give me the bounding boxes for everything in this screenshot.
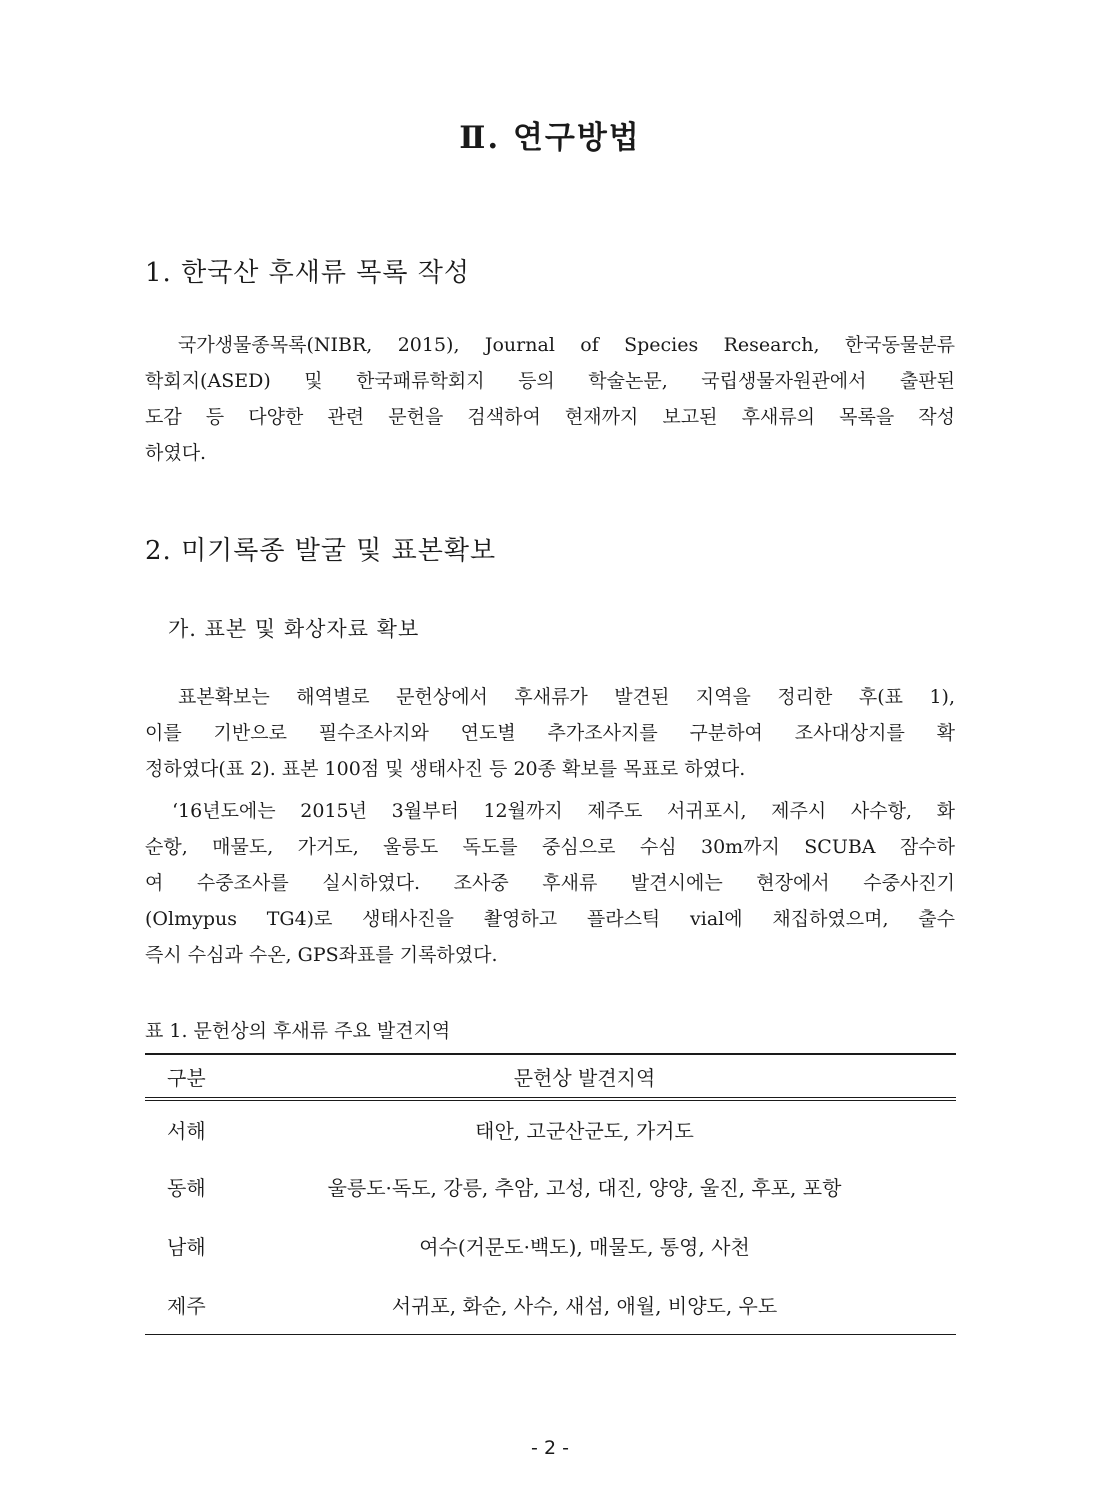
paragraph-line: 국가생물종목록(NIBR, 2015), Journal of Species Research, 한국동물분류 <box>178 334 955 356</box>
table-cell: 태안, 고군산군도, 가거도 <box>475 1118 694 1143</box>
paragraph-line: 여 수중조사를 실시하였다. 조사중 후새류 발견시에는 현장에서 수중사진기 <box>145 872 955 894</box>
table-header-cell: 문헌상 발견지역 <box>513 1065 656 1090</box>
paragraph-line: 순항, 매물도, 가거도, 울릉도 독도를 중심으로 수심 30m까지 SCUBA 잠수하 <box>145 836 955 858</box>
table-cell: 제주 <box>167 1294 206 1318</box>
chapter-title: Ⅱ. 연구방법 <box>459 120 641 156</box>
paragraph-line: 표본확보는 해역별로 문헌상에서 후새류가 발견된 지역을 정리한 후(표 1), <box>178 686 955 708</box>
table-row <box>145 1157 956 1216</box>
table-header-row <box>145 1055 956 1097</box>
paragraph-line: 정하였다(표 2). 표본 100점 및 생태사진 등 20종 확보를 목표로 하였다. <box>145 758 746 780</box>
section1-paragraph <box>145 327 955 471</box>
table-cell: 동해 <box>167 1176 206 1200</box>
section2-paragraph-2 <box>145 793 955 973</box>
table-cell: 여수(거문도·백도), 매물도, 통영, 사천 <box>419 1235 750 1259</box>
section-heading-1: 1. 한국산 후새류 목록 작성 <box>145 258 471 288</box>
table-caption: 표 1. 문헌상의 후새류 주요 발견지역 <box>145 1020 451 1042</box>
paragraph-line: 학회지(ASED) 및 한국패류학회지 등의 학술논문, 국립생물자원관에서 출판된 <box>145 370 955 392</box>
paragraph-line: (Olmypus TG4)로 생태사진을 촬영하고 플라스틱 vial에 채집하였으며, 출수 <box>145 908 955 930</box>
table-bottom-rule <box>145 1334 956 1335</box>
paragraph-line: 즉시 수심과 수온, GPS좌표를 기록하였다. <box>145 944 498 966</box>
table-row <box>145 1216 956 1275</box>
data-table <box>145 1053 956 1335</box>
paragraph-line: 도감 등 다양한 관련 문헌을 검색하여 현재까지 보고된 후새류의 목록을 작성 <box>145 406 955 428</box>
page-number: - 2 - <box>531 1437 569 1459</box>
table-cell: 서귀포, 화순, 사수, 새섬, 애월, 비양도, 우도 <box>391 1294 778 1318</box>
paragraph-line: 하였다. <box>145 442 207 464</box>
section2-paragraph-1 <box>145 679 955 787</box>
paragraph-line: ‘16년도에는 2015년 3월부터 12월까지 제주도 서귀포시, 제주시 사수항, 화 <box>172 800 955 822</box>
table-cell: 울릉도·독도, 강릉, 추암, 고성, 대진, 양양, 울진, 후포, 포항 <box>327 1176 842 1200</box>
section-heading-2: 2. 미기록종 발굴 및 표본확보 <box>145 536 497 566</box>
table-row <box>145 1275 956 1334</box>
table-cell: 서해 <box>167 1118 206 1143</box>
paragraph-line: 이를 기반으로 필수조사지와 연도별 추가조사지를 구분하여 조사대상지를 확 <box>145 722 955 744</box>
table-row <box>145 1101 956 1157</box>
table-header-cell: 구분 <box>167 1065 206 1090</box>
subsection-heading: 가. 표본 및 화상자료 확보 <box>168 617 420 641</box>
table-cell: 남해 <box>167 1235 206 1259</box>
